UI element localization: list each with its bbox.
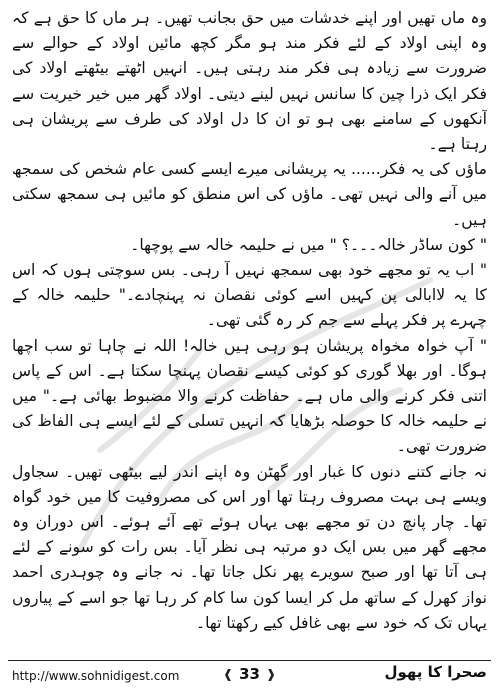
site-url[interactable]: http://www.sohnidigest.com (12, 669, 180, 683)
paragraph-6: نہ جانے کتنے دنوں کا غبار اور گھٹن وہ اپنے اندر لیے بیٹھی تھیں۔ سجاول ویسے ہی بہت مصروف رہتا تھا اور اس کی مصروفیت کا میں خود گواہ تھا۔ چار پانچ دن تو مجھے بھی یہاں ہوئے تھے آئے ہوئے۔ اس دوران وہ مجھے گھر میں بس ایک دو مرتبہ ہی نظر آیا۔ بس رات کو سونے کے لئے ہی آتا تھا اور صبح سویرے پھر نکل جاتا تھا۔ نہ جانے وہ چوہدری احمد نواز کھرل کے ساتھ مل کر ایسا کون سا کام کر رہا تھا جو اسے کے پیاروں یہاں تک کہ خود سے بھی غافل کیے رکھتا تھا۔ (12, 462, 487, 632)
paragraph-1: وہ ماں تھیں اور اپنے خدشات میں حق بجانب تھیں۔ ہر ماں کا حق ہے کہ وہ اپنی اولاد کے لئے فکر مند ہو مگر کچھ مائیں اولاد کے حوالے سے ضرورت سے زیادہ ہی فکر مند رہتی ہیں۔ انہیں اٹھتے بیٹھتے اولاد کی فکر ایک ذرا چین کا سانس نہیں لینے دیتی۔ اولاد گھر میں خیر خیریت سے آنکھوں کے سامنے بھی ہو تو ان کا دل اولاد کی طرف سے پریشان ہی رہتا ہے۔ (12, 9, 487, 154)
paragraph-3: " کون ساڈر خالہ۔۔۔؟ " میں نے حلیمہ خالہ سے پوچھا۔ (130, 235, 487, 254)
urdu-text-body (12, 6, 487, 646)
book-title: صحرا کا پھول (384, 663, 487, 681)
paragraph-5: " آپ خواہ مخواہ پریشان ہو رہی ہیں خالہ! اللہ نے چاہا تو سب اچھا ہوگا۔ اور بھلا گوری کو کوئی کیسے نقصان پہنچا سکتا ہے۔ اس کے پاس اتنی فکر کرنے والی ماں ہے۔ حفاظت کرنے والا مضبوط بھائی ہے۔" میں نے حلیمہ خالہ کا حوصلہ بڑھایا کہ انہیں تسلی کے لئے ایسے ہی الفاظ کی ضرورت تھی۔ (12, 336, 487, 456)
ornament-right-icon: ❱ (265, 667, 276, 681)
paragraph-4: " اب یہ تو مجھے خود بھی سمجھ نہیں آ رہی۔ بس سوچتی ہوں کہ اس کا یہ لاابالی پن کہیں اسے کوئی نقصان نہ پہنچادے۔" حلیمہ خالہ کے چہرے پر فکر پہلے سے جم کر رہ گئی تھی۔ (12, 261, 487, 330)
paragraph-2: ماؤں کی یہ فکر...... یہ پریشانی میرے ایسے کسی عام شخص کی سمجھ میں آنے والی نہیں تھی۔ ماؤں کی اس منطق کو مائیں ہی سمجھ سکتی ہیں۔ (12, 160, 487, 229)
page-footer (8, 660, 491, 693)
ornament-left-icon: ❰ (223, 667, 234, 681)
page-number-block (223, 665, 276, 683)
page-number: 33 (239, 665, 260, 683)
